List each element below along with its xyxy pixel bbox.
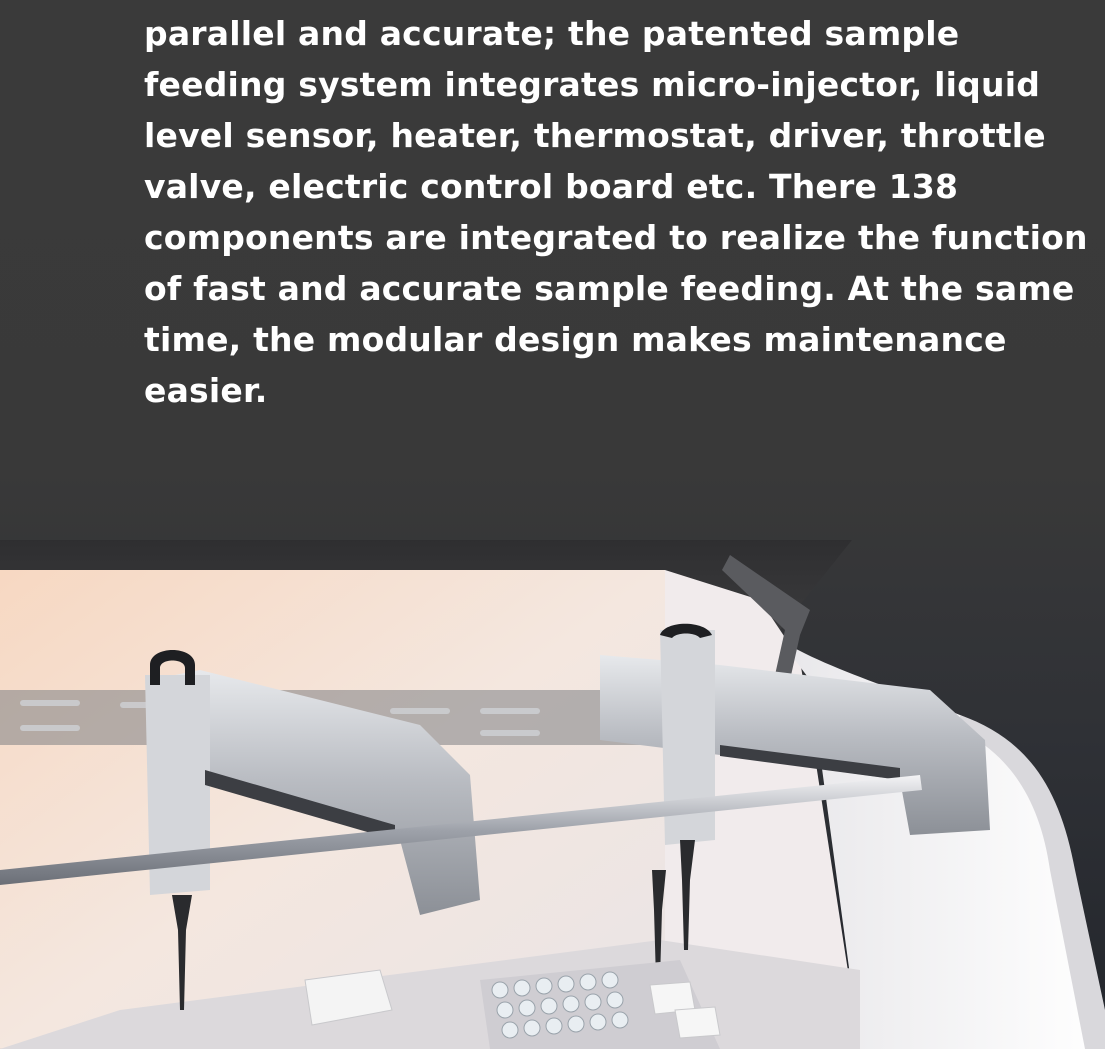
description-line-3: level sensor, heater, thermostat, driver, throttle bbox=[144, 116, 1046, 155]
description-line-2: feeding system integrates micro-injector, liquid bbox=[144, 65, 1041, 104]
description-line-4: valve, electric control board etc. There 138 bbox=[144, 167, 959, 206]
probe-station-2 bbox=[675, 1007, 720, 1038]
feature-description bbox=[144, 8, 1088, 416]
machine-photo bbox=[0, 540, 1105, 1049]
description-line-1: parallel and accurate; the patented sample bbox=[144, 14, 960, 53]
description-line-6: of fast and accurate sample feeding. At the same bbox=[144, 269, 1075, 308]
machine-illustration bbox=[0, 540, 1105, 1049]
description-line-7: time, the modular design makes maintenance bbox=[144, 320, 1007, 359]
description-line-5: components are integrated to realize the function bbox=[144, 218, 1088, 257]
description-line-8: easier. bbox=[144, 371, 268, 410]
